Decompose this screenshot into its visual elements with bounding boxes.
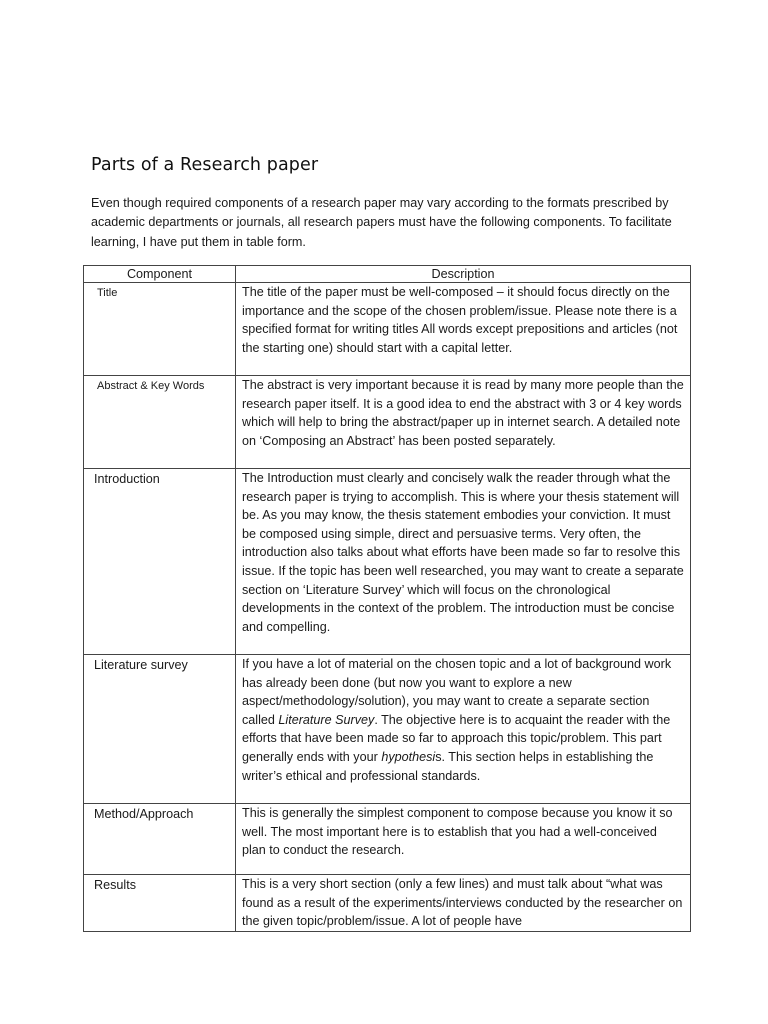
- emphasis-literature-survey: Literature Survey: [278, 712, 375, 727]
- description-text: The Introduction must clearly and concisely walk the reader through what the research paper is trying to accomplish. This is where your thesis statement will be. As you may know, the thesis statement embodies your conviction. It must be composed using simple, direct and persuasive terms. Very often, the introduction also talks about what efforts have been made so far to resolve this issue. If the topic has been well researched, you may want to create a separate section on ‘Literature Survey’ which will focus on the chronological developments in the context of the problem. The introduction must be concise and compelling.: [242, 471, 684, 634]
- table-row: [84, 376, 691, 469]
- description-text: This is generally the simplest component to compose because you know it so well. The most important here is to establish that you had a well-conceived plan to conduct the research.: [242, 806, 673, 858]
- description-text: This is a very short section (only a few lines) and must talk about “what was found as a result of the experiments/interviews conducted by the researcher on the given topic/problem/issue. A lot of people have: [242, 877, 683, 929]
- description-cell: [236, 655, 691, 804]
- description-cell: [236, 376, 691, 469]
- description-text: If you have a lot of material on the chosen topic and a lot of background work has already been done (but now you want to explore a new aspect/methodology/solution), you may want to create a separate section called: [242, 657, 672, 727]
- description-text: . The objective here is to acquaint the reader with the efforts that have been made so far to approach this topic/problem. This part generally ends with your: [242, 712, 671, 764]
- emphasis-hypothesis: hypothesi: [381, 749, 436, 764]
- components-table: [83, 265, 691, 932]
- table-header-row: [84, 266, 691, 283]
- component-cell: Introduction: [84, 469, 236, 655]
- description-cell: [236, 804, 691, 875]
- component-cell: Abstract & Key Words: [84, 376, 236, 469]
- description-text: The abstract is very important because it is read by many more people than the research paper itself. It is a good idea to end the abstract with 3 or 4 key words which will help to bring the abstract/paper up in internet search. A detailed note on ‘Composing an Abstract’ has been posted separately.: [242, 378, 684, 448]
- description-cell: [236, 875, 691, 932]
- component-cell: Literature survey: [84, 655, 236, 804]
- description-text: s. This section helps in establishing the writer’s ethical and professional standards.: [242, 749, 654, 783]
- column-header-component: Component: [84, 266, 236, 283]
- table-row: [84, 283, 691, 376]
- component-cell: Method/Approach: [84, 804, 236, 875]
- column-header-description: Description: [236, 266, 691, 283]
- description-cell: [236, 283, 691, 376]
- component-cell: Results: [84, 875, 236, 932]
- page-title: Parts of a Research paper: [91, 155, 319, 175]
- table-row: [84, 469, 691, 655]
- description-cell: [236, 469, 691, 655]
- description-text: The title of the paper must be well-composed – it should focus directly on the importance and the scope of the chosen problem/issue. Please note there is a specified format for writing titles All words except prepositions and articles (not the starting one) should start with a capital letter.: [242, 285, 678, 355]
- table-row: [84, 875, 691, 932]
- table-row: [84, 804, 691, 875]
- intro-paragraph: Even though required components of a research paper may vary according to the formats prescribed by academic departments or journals, all research papers must have the following components. To facilitate learning, I have put them in table form.: [91, 196, 672, 249]
- table-row: [84, 655, 691, 804]
- component-cell: Title: [84, 283, 236, 376]
